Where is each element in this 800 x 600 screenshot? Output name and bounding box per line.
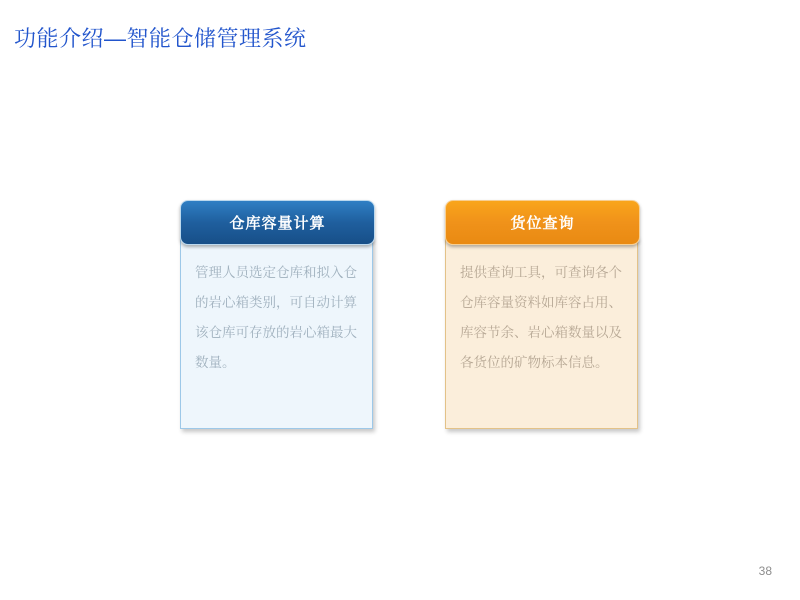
page-number: 38 xyxy=(758,564,772,578)
page-title: 功能介绍—智能仓储管理系统 xyxy=(14,26,307,51)
card-body-text: 管理人员选定仓库和拟入仓的岩心箱类别，可自动计算该仓库可存放的岩心箱最大数量。 xyxy=(195,265,357,370)
card-warehouse-capacity xyxy=(180,200,375,429)
card-group xyxy=(180,200,650,490)
card-body-location-query xyxy=(445,237,638,429)
card-header-location-query: 货位查询 xyxy=(445,200,640,245)
card-body-text: 提供查询工具，可查询各个仓库容量资料如库容占用、库容节余、岩心箱数量以及各货位的矿物标本信息。 xyxy=(460,265,622,370)
card-location-query xyxy=(445,200,640,429)
card-header-warehouse-capacity: 仓库容量计算 xyxy=(180,200,375,245)
card-body-warehouse-capacity xyxy=(180,237,373,429)
